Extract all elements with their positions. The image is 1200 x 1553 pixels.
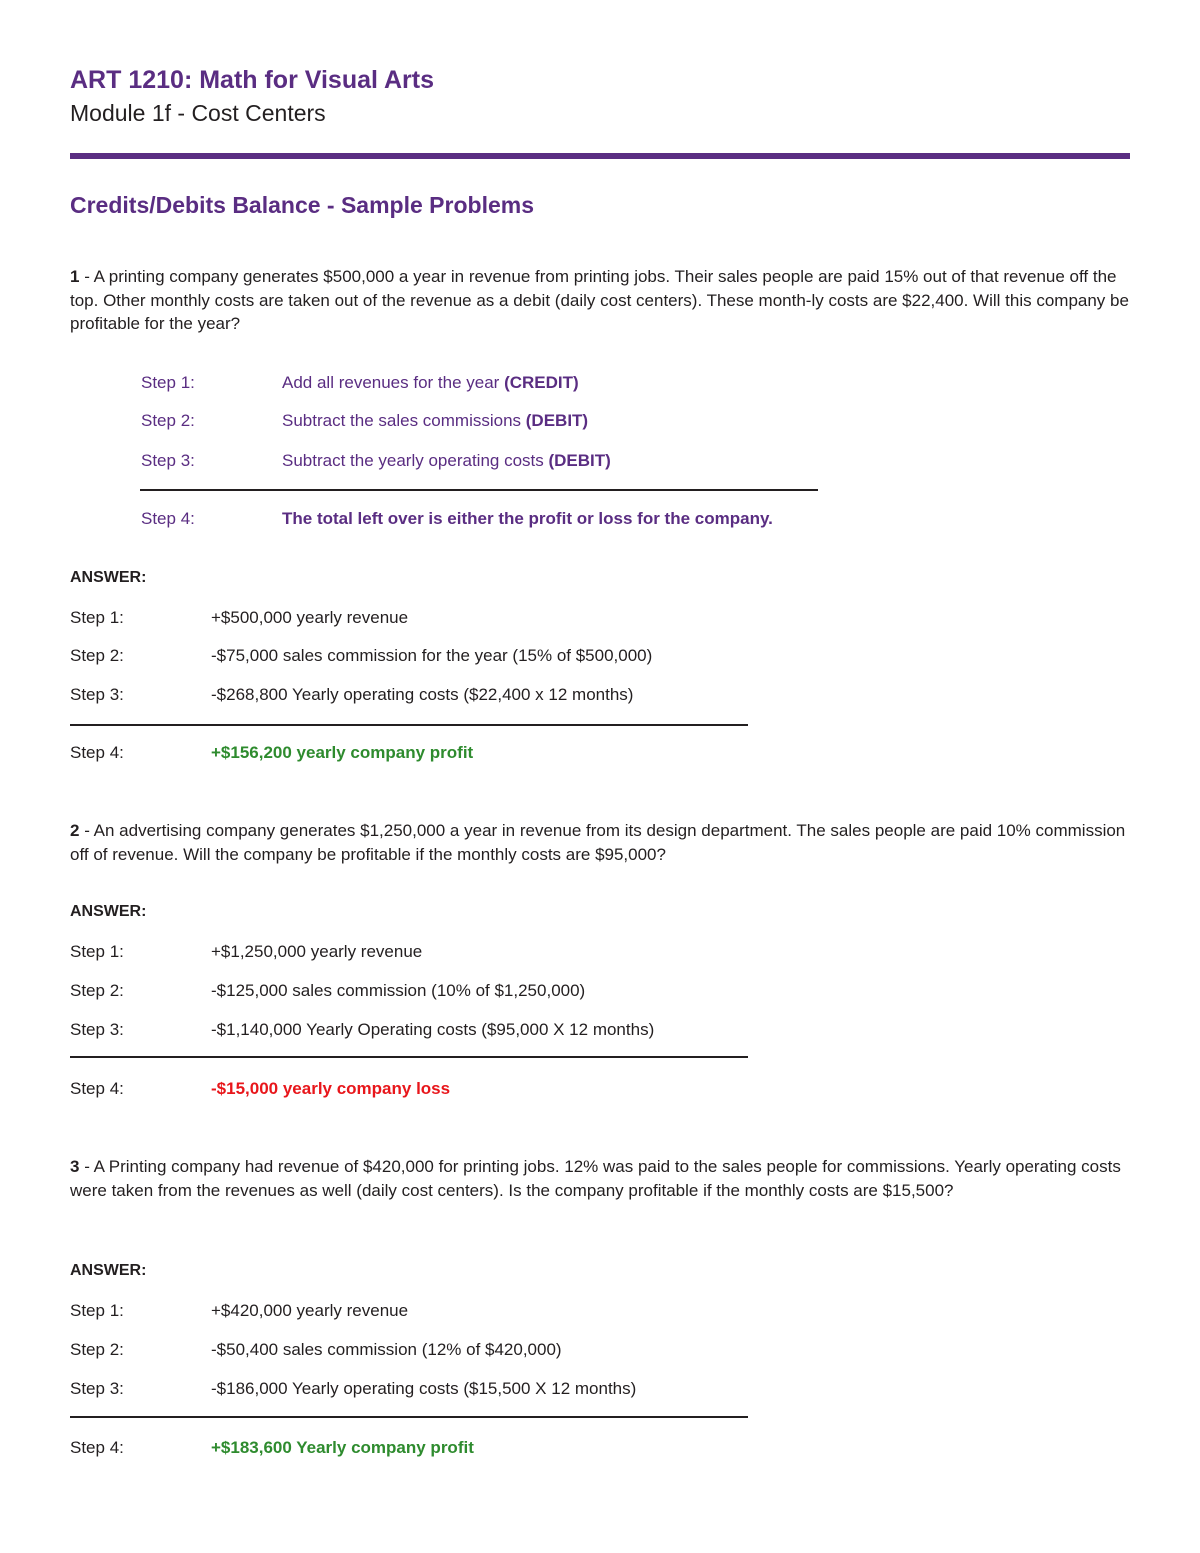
answer-1-divider xyxy=(70,724,748,726)
step-label: Step 2: xyxy=(70,1340,124,1359)
step-text xyxy=(282,450,611,472)
result-profit: +$183,600 Yearly company profit xyxy=(211,1438,474,1457)
step-label: Step 3: xyxy=(141,451,195,470)
step-tag: (DEBIT) xyxy=(548,451,611,470)
step-text: -$186,000 Yearly operating costs ($15,500 X 12 months) xyxy=(211,1379,637,1398)
answer-3-divider xyxy=(70,1416,748,1418)
step-text xyxy=(282,372,579,394)
step-text: -$75,000 sales commission for the year (15% of $500,000) xyxy=(211,646,653,665)
problem-body: - A printing company generates $500,000 a year in revenue from printing jobs. Their sales people are paid 15% out of that revenue off the top. Other monthly costs are taken out of the revenue as a debit (daily cost centers). These month-ly costs are $22,400. Will this company be profitable for the year? xyxy=(70,267,1129,333)
step-tag: (CREDIT) xyxy=(504,373,579,392)
step-description: Subtract the yearly operating costs xyxy=(282,451,549,470)
step-label: Step 1: xyxy=(70,942,124,961)
step-text: -$50,400 sales commission (12% of $420,000) xyxy=(211,1340,562,1359)
step-text: -$125,000 sales commission (10% of $1,250,000) xyxy=(211,981,586,1000)
header-divider xyxy=(70,153,1130,159)
step-label: Step 4: xyxy=(70,1438,124,1457)
step-text: The total left over is either the profit or loss for the company. xyxy=(282,509,773,528)
step-label: Step 1: xyxy=(70,608,124,627)
step-description: Subtract the sales commissions xyxy=(282,411,526,430)
step-label: Step 3: xyxy=(70,1379,124,1398)
step-label: Step 4: xyxy=(70,1079,124,1098)
answer-label: ANSWER: xyxy=(70,1262,147,1279)
method-divider xyxy=(140,489,818,491)
step-text: -$1,140,000 Yearly Operating costs ($95,000 X 12 months) xyxy=(211,1020,655,1039)
step-label: Step 2: xyxy=(141,411,195,430)
problem-2-text xyxy=(70,819,1130,866)
problem-number: 2 xyxy=(70,821,80,840)
answer-2-divider xyxy=(70,1056,748,1058)
answer-label: ANSWER: xyxy=(70,569,147,586)
problem-1-text xyxy=(70,265,1130,336)
step-text: +$500,000 yearly revenue xyxy=(211,608,409,627)
step-tag: (DEBIT) xyxy=(525,411,589,430)
step-text: -$268,800 Yearly operating costs ($22,400 x 12 months) xyxy=(211,685,634,704)
problem-number: 1 xyxy=(70,267,80,286)
step-description: Add all revenues for the year xyxy=(282,373,505,392)
step-label: Step 2: xyxy=(70,981,124,1000)
step-label: Step 3: xyxy=(70,1020,124,1039)
step-text: +$420,000 yearly revenue xyxy=(211,1301,409,1320)
module-title: Module 1f - Cost Centers xyxy=(70,100,326,126)
problem-3-text xyxy=(70,1155,1130,1202)
answer-label: ANSWER: xyxy=(70,903,147,920)
problem-number: 3 xyxy=(70,1157,80,1176)
step-text xyxy=(282,410,588,432)
result-loss: -$15,000 yearly company loss xyxy=(211,1079,451,1098)
step-label: Step 1: xyxy=(70,1301,124,1320)
section-title: Credits/Debits Balance - Sample Problems xyxy=(70,192,534,218)
step-label: Step 4: xyxy=(141,509,195,528)
problem-body: - An advertising company generates $1,250,000 a year in revenue from its design department. The sales people are paid 10% commission off of revenue. Will the company be profitable if the monthly costs are $95,000? xyxy=(70,821,1126,864)
step-label: Step 3: xyxy=(70,685,124,704)
problem-body: - A Printing company had revenue of $420,000 for printing jobs. 12% was paid to the sales people for commissions. Yearly operating costs were taken from the revenues as well (daily cost centers). Is the company profitable if the monthly costs are $15,500? xyxy=(70,1157,1121,1200)
step-label: Step 1: xyxy=(141,373,195,392)
course-title: ART 1210: Math for Visual Arts xyxy=(70,66,434,94)
result-profit: +$156,200 yearly company profit xyxy=(211,743,474,762)
step-label: Step 4: xyxy=(70,743,124,762)
step-label: Step 2: xyxy=(70,646,124,665)
step-text: +$1,250,000 yearly revenue xyxy=(211,942,423,961)
